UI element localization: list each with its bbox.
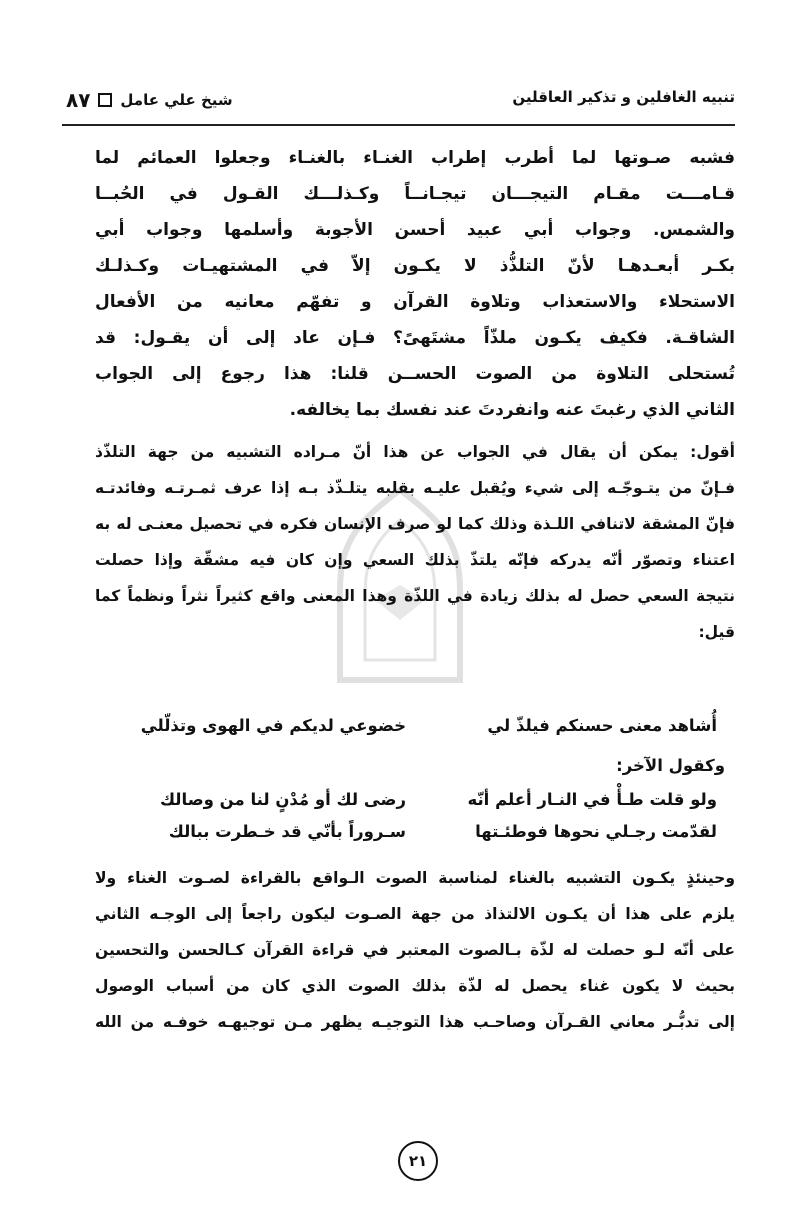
page-number-top: ٨٧: [66, 88, 91, 112]
text-line: قـامـــت مقـام التيجـــان تيجـانــاً وكـذلـــك القـول في الحُبــا: [95, 184, 735, 204]
text-line: إلى تدبُّـر معاني القـرآن وصاحـب هذا التوجيـه يظهر مـن توجيهـه خوفـه من الله: [95, 1013, 735, 1031]
verse-intro: وكقول الآخر:: [616, 756, 725, 775]
text-line: الثاني الذي رغبتَ عنه وانفردتَ عند نفسك بما يخالفه.: [289, 400, 735, 420]
text-line: بكـر أبعـدهـا لأنّ التلذُّذ لا يكـون إلاّ في المشتهيـات وكـذلـك: [95, 256, 735, 276]
text-line: اعتناء وتصوّر أنّه يدركه فإنّه يلتذّ بذلك السعي وإن كان فيه مشقّة وإذا حصلت: [95, 551, 735, 569]
text-line: الشاقـة. فكيف يكـون ملذّاً مشتَهىً؟ فـإن عاد إلى أن يقـول: قد: [95, 328, 735, 348]
text-line: وحينئذٍ يكـون التشبيه بالغناء لمناسبة الصوت الـواقع بالقراءة لصـوت الغناء ولا: [95, 869, 735, 887]
verse-second-hemistich: خضوعي لديكم في الهوى وتذلّلي: [140, 716, 406, 735]
verse-first-hemistich: أُشاهد معنى حسنكم فيلذّ لي: [487, 716, 717, 735]
verse-second-hemistich: رضى لك أو مُدْنٍ لنا من وصالك: [159, 790, 406, 809]
text-line: والشمس. وجواب أبي عبيد أحسن الأجوبة وأسلمها وجواب أبي: [95, 220, 735, 240]
text-line: أقول: يمكن أن يقال في الجواب عن هذا أنّ مـراده التشبيه من جهة التلذّذ: [95, 443, 735, 461]
body-text: [95, 140, 735, 1046]
text-line: بحيث لا يكون غناء يحصل له لذّة بذلك الصوت الذي كان من أسباب الوصول: [95, 977, 735, 995]
square-separator-icon: [98, 93, 112, 107]
text-line: تُستحلى التلاوة من الصوت الحســن قلنا: هذا رجوع إلى الجواب: [95, 364, 735, 384]
text-line: يلزم على هذا أن يكـون الالتذاذ من جهة الصـوت ليكون راجعاً إلى الوجـه الثاني: [95, 905, 735, 923]
verse-first-hemistich: لقدّمت رجـلي نحوها فوطئـتها: [475, 822, 717, 841]
text-line: الاستحلاء والاستعذاب وتلاوة القرآن و تفهّم معانيه من الأفعال: [95, 292, 735, 312]
text-line: نتيجة السعي حصل له بذلك زيادة في اللذّة وهذا المعنى واقع كثيراً نثراً ونظماً كما: [95, 587, 735, 605]
paragraph-2: [95, 434, 735, 650]
poetry-block: [95, 710, 735, 848]
text-line: على أنّه لـو حصلت له لذّة بـالصوت المعتبر في قراءة القرآن كـالحسن والتحسين: [95, 941, 735, 959]
header-rule: [62, 124, 735, 126]
text-line: فإنّ المشقة لاتنافي اللـذة وذلك كما لو صرف الإنسان فكره في تحصيل معنـى له به: [95, 515, 735, 533]
text-line: قيل:: [698, 623, 735, 641]
paragraph-1: [95, 140, 735, 428]
book-title: تنبيه الغافلين و تذكير العاقلين: [512, 88, 735, 106]
text-line: فشبه صـوتها لما أطرب إطراب الغنـاء بالغنـاء وجعلوا العمائم لما: [95, 148, 735, 168]
verse-row: [95, 710, 735, 742]
verse-first-hemistich: ولو قلت طـأْ في النـار أعلم أنّه: [467, 790, 717, 809]
running-header-left: [66, 88, 233, 112]
text-line: فـإنّ من يتـوجّـه إلى شيء ويُقبل عليـه بقلبه يتلـذّذ بـه إذا عرف ثمـرتـه وفائدتـه: [95, 479, 735, 497]
author-name: شيخ علي عامل: [120, 91, 233, 109]
paragraph-3: [95, 860, 735, 1040]
page-number-circle: ٢١: [398, 1141, 438, 1181]
verse-second-hemistich: سـروراً بأنّي قد خـطرت ببالك: [168, 822, 406, 841]
verse-row: [95, 816, 735, 848]
verse-row: [95, 784, 735, 816]
